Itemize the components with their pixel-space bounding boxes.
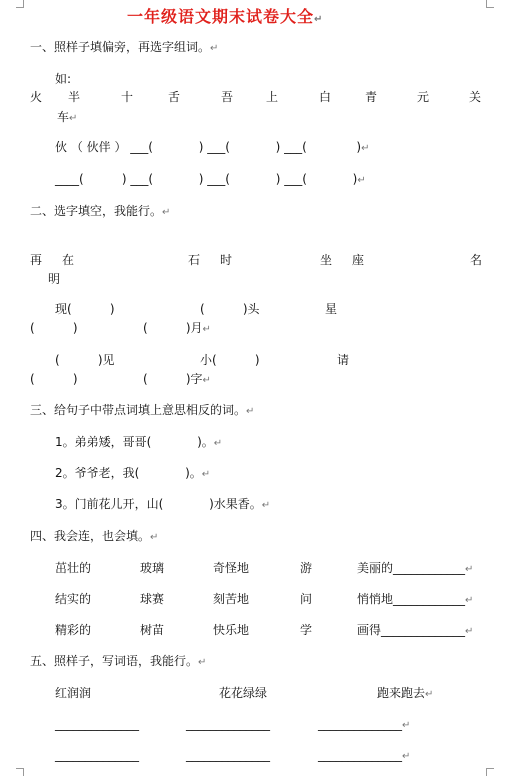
match-word: 学 (300, 623, 313, 637)
answer-blank: ______________↵ (318, 748, 411, 762)
choice-char: 在 (62, 253, 75, 267)
fill-blank: 星 (325, 302, 338, 316)
section-1-heading: 一、照样子填偏旁，再选字组词。↵ (30, 40, 219, 54)
page-title: 一年级语文期末试卷大全↵ (127, 7, 324, 26)
sentence-item: 3。门前花儿开，山( )水果香。↵ (55, 497, 271, 511)
match-word: 玻璃 (140, 561, 165, 575)
radical-char: 吾 (221, 90, 234, 104)
section-4-heading: 四、我会连，也会填。↵ (30, 529, 159, 543)
answer-blank: ______________ (55, 717, 139, 731)
fill-blank: ( )字↵ (143, 372, 211, 386)
word-fill-row-2: ____( ) ___( ) ___( ) ___( )↵ (55, 172, 366, 186)
page-corner-bottom-left (16, 768, 24, 776)
radical-char: 元 (417, 90, 430, 104)
radical-char: 关 (469, 90, 482, 104)
page-corner-top-right (486, 0, 494, 8)
radical-char: 舌 (168, 90, 181, 104)
match-word: 奇怪地 (213, 561, 250, 575)
match-word: 美丽的____________↵ (357, 561, 474, 575)
match-word: 游 (300, 561, 313, 575)
fill-blank: ( ) (30, 321, 78, 335)
match-word: 茁壮的 (55, 561, 92, 575)
fill-blank: 请 (337, 353, 350, 367)
answer-blank: ______________ (55, 748, 139, 762)
answer-blank: ______________ (186, 748, 270, 762)
answer-blank: ______________ (186, 717, 270, 731)
choice-char: 时 (220, 253, 233, 267)
fill-blank: ( )头 (200, 302, 260, 316)
radical-char: 十 (121, 90, 134, 104)
choice-char: 名 (470, 253, 483, 267)
fill-blank: 现( ) (55, 302, 115, 316)
choice-char-wrapped: 明 (48, 272, 61, 286)
fill-blank: ( ) (30, 372, 78, 386)
fill-blank: ( )月↵ (143, 321, 211, 335)
example-word: 花花绿绿 (219, 686, 268, 700)
radical-char: 火 (30, 90, 43, 104)
section-5-heading: 五、照样子，写词语，我能行。↵ (30, 654, 207, 668)
radical-char: 白 (319, 90, 332, 104)
match-word: 问 (300, 592, 313, 606)
sentence-item: 2。爷爷老，我( )。↵ (55, 466, 211, 480)
page-corner-top-left (16, 0, 24, 8)
match-word: 悄悄地____________↵ (357, 592, 474, 606)
choice-char: 石 (188, 253, 201, 267)
word-fill-row-1: 伙 （ 伙伴 ） ___( ) ___( ) ___( )↵ (55, 140, 370, 154)
choice-char: 坐 (320, 253, 333, 267)
match-word: 刻苦地 (213, 592, 250, 606)
section-2-heading: 二、选字填空，我能行。↵ (30, 204, 171, 218)
answer-blank: ______________↵ (318, 717, 411, 731)
radical-char-wrapped: 车↵ (57, 110, 78, 124)
match-word: 画得______________↵ (357, 623, 474, 637)
page-corner-bottom-right (486, 768, 494, 776)
example-label: 如: (55, 72, 72, 86)
choice-char: 座 (352, 253, 365, 267)
radical-char: 上 (266, 90, 279, 104)
sentence-item: 1。弟弟矮，哥哥( )。↵ (55, 435, 223, 449)
example-word: 跑来跑去↵ (377, 686, 434, 700)
match-word: 精彩的 (55, 623, 92, 637)
choice-char: 再 (30, 253, 43, 267)
section-3-heading: 三、给句子中带点词填上意思相反的词。↵ (30, 403, 255, 417)
radical-char: 青 (365, 90, 378, 104)
fill-blank: 小( ) (200, 353, 260, 367)
example-word: 红润润 (55, 686, 92, 700)
match-word: 结实的 (55, 592, 92, 606)
radical-char: 半 (68, 90, 81, 104)
match-word: 树苗 (140, 623, 165, 637)
match-word: 快乐地 (213, 623, 250, 637)
fill-blank: ( )见 (55, 353, 115, 367)
match-word: 球赛 (140, 592, 165, 606)
